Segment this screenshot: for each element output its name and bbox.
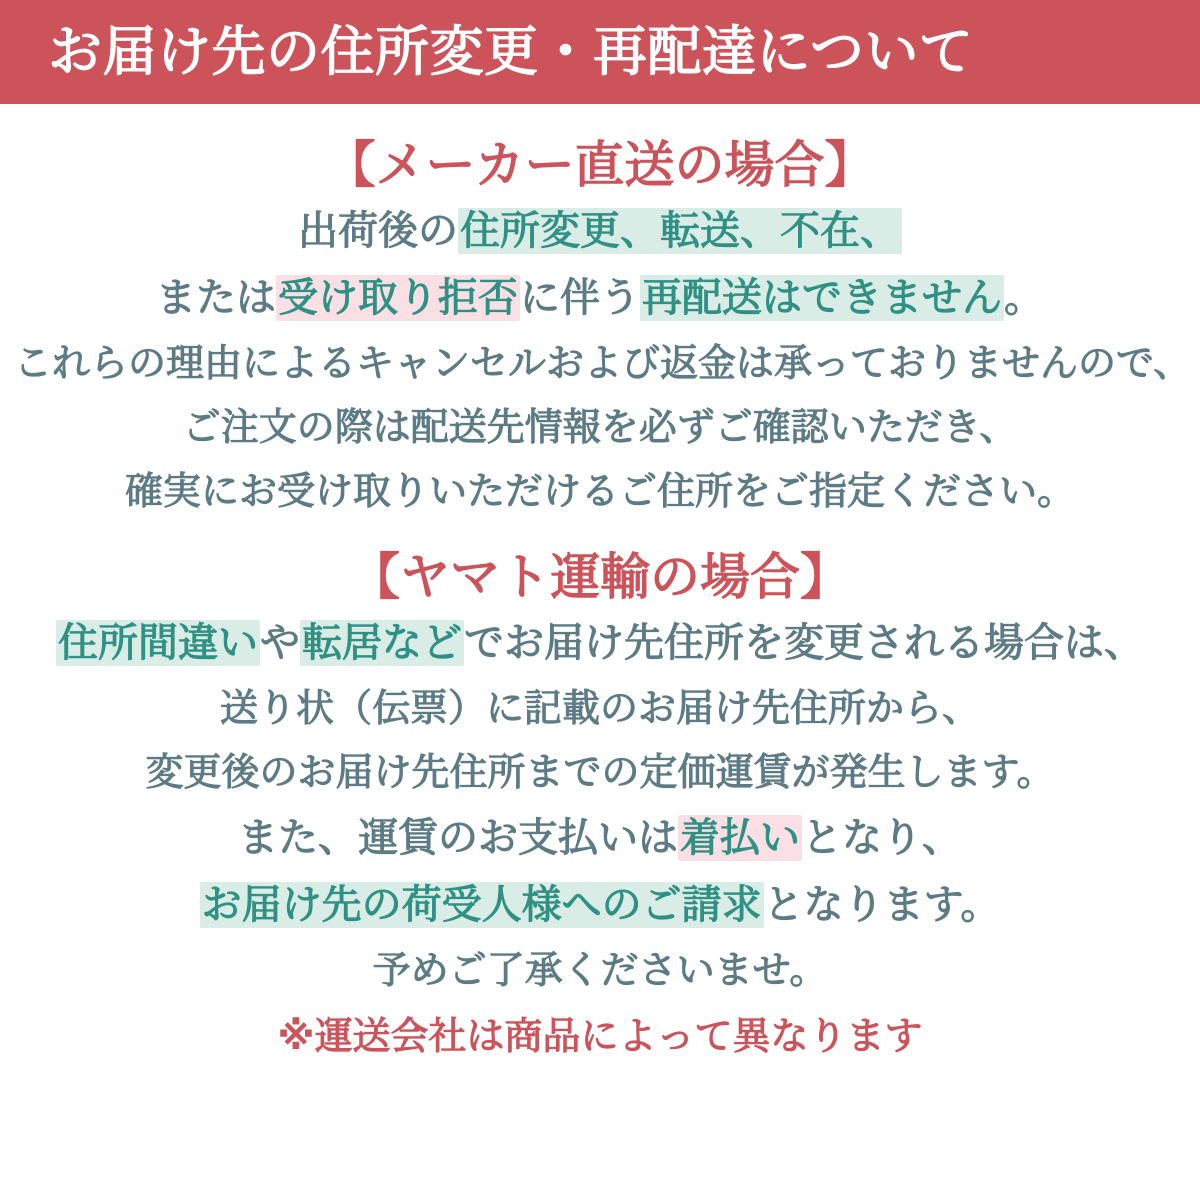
text-run-highlight: 住所間違い [58,620,258,667]
notice-line [14,810,1186,867]
notice-line [14,615,1186,672]
section-body-maker [14,203,1192,518]
notice-line [14,877,1186,934]
text-run: または [156,274,276,321]
text-run: また、運賃のお支払いは [238,815,678,862]
text-run: 変更後のお届け先住所までの定価運賃が発生します。 [145,750,1055,795]
text-run: これらの理由によるキャンセルおよび返金は承っておりませんので、 [14,340,1192,385]
notice-line [14,944,1186,998]
footnote: ※運送会社は商品によって異なります [277,1013,923,1058]
text-run-highlight: お届け先の荷受人様へのご請求 [201,881,762,928]
text-run-highlight: 転居など [302,620,462,667]
notice-line [14,465,1186,519]
text-run-highlight: 再配送はできません [642,274,1002,321]
text-run: ご注文の際は配送先情報を必ずご確認いただき、 [182,404,1018,449]
text-run: 。 [1004,274,1044,321]
text-run: 予めご了承くださいませ。 [372,947,828,992]
page-title: お届け先の住所変更・再配達について [48,20,974,83]
text-run: でお届け先住所を変更される場合は、 [464,620,1144,667]
text-run: 確実にお受け取りいただけるご住所をご指定ください。 [124,468,1075,513]
notice-line [14,203,1186,260]
text-run: となり、 [802,815,962,862]
page-header [0,0,1200,104]
section-heading-yamato: 【ヤマト運輸の場合】 [350,548,850,607]
notice-line [14,401,1186,455]
section-heading-maker: 【メーカー直送の場合】 [325,136,875,194]
text-run: 出荷後の [298,208,458,254]
text-run: に伴う [520,274,640,321]
text-run: となります。 [763,881,1001,928]
notice-line [14,682,1186,736]
text-run-highlight: 住所変更、転送、不在、 [460,208,900,254]
text-run-highlight: 受け取り拒否 [278,274,518,321]
notice-line [14,746,1186,800]
section-body-yamato [14,615,1186,997]
notice-content [0,138,1200,1061]
text-run: や [260,620,300,667]
text-run: 送り状（伝票）に記載のお届け先住所から、 [219,686,980,731]
notice-line [14,337,1192,391]
text-run-highlight: 着払い [680,815,800,862]
notice-line [14,270,1186,327]
